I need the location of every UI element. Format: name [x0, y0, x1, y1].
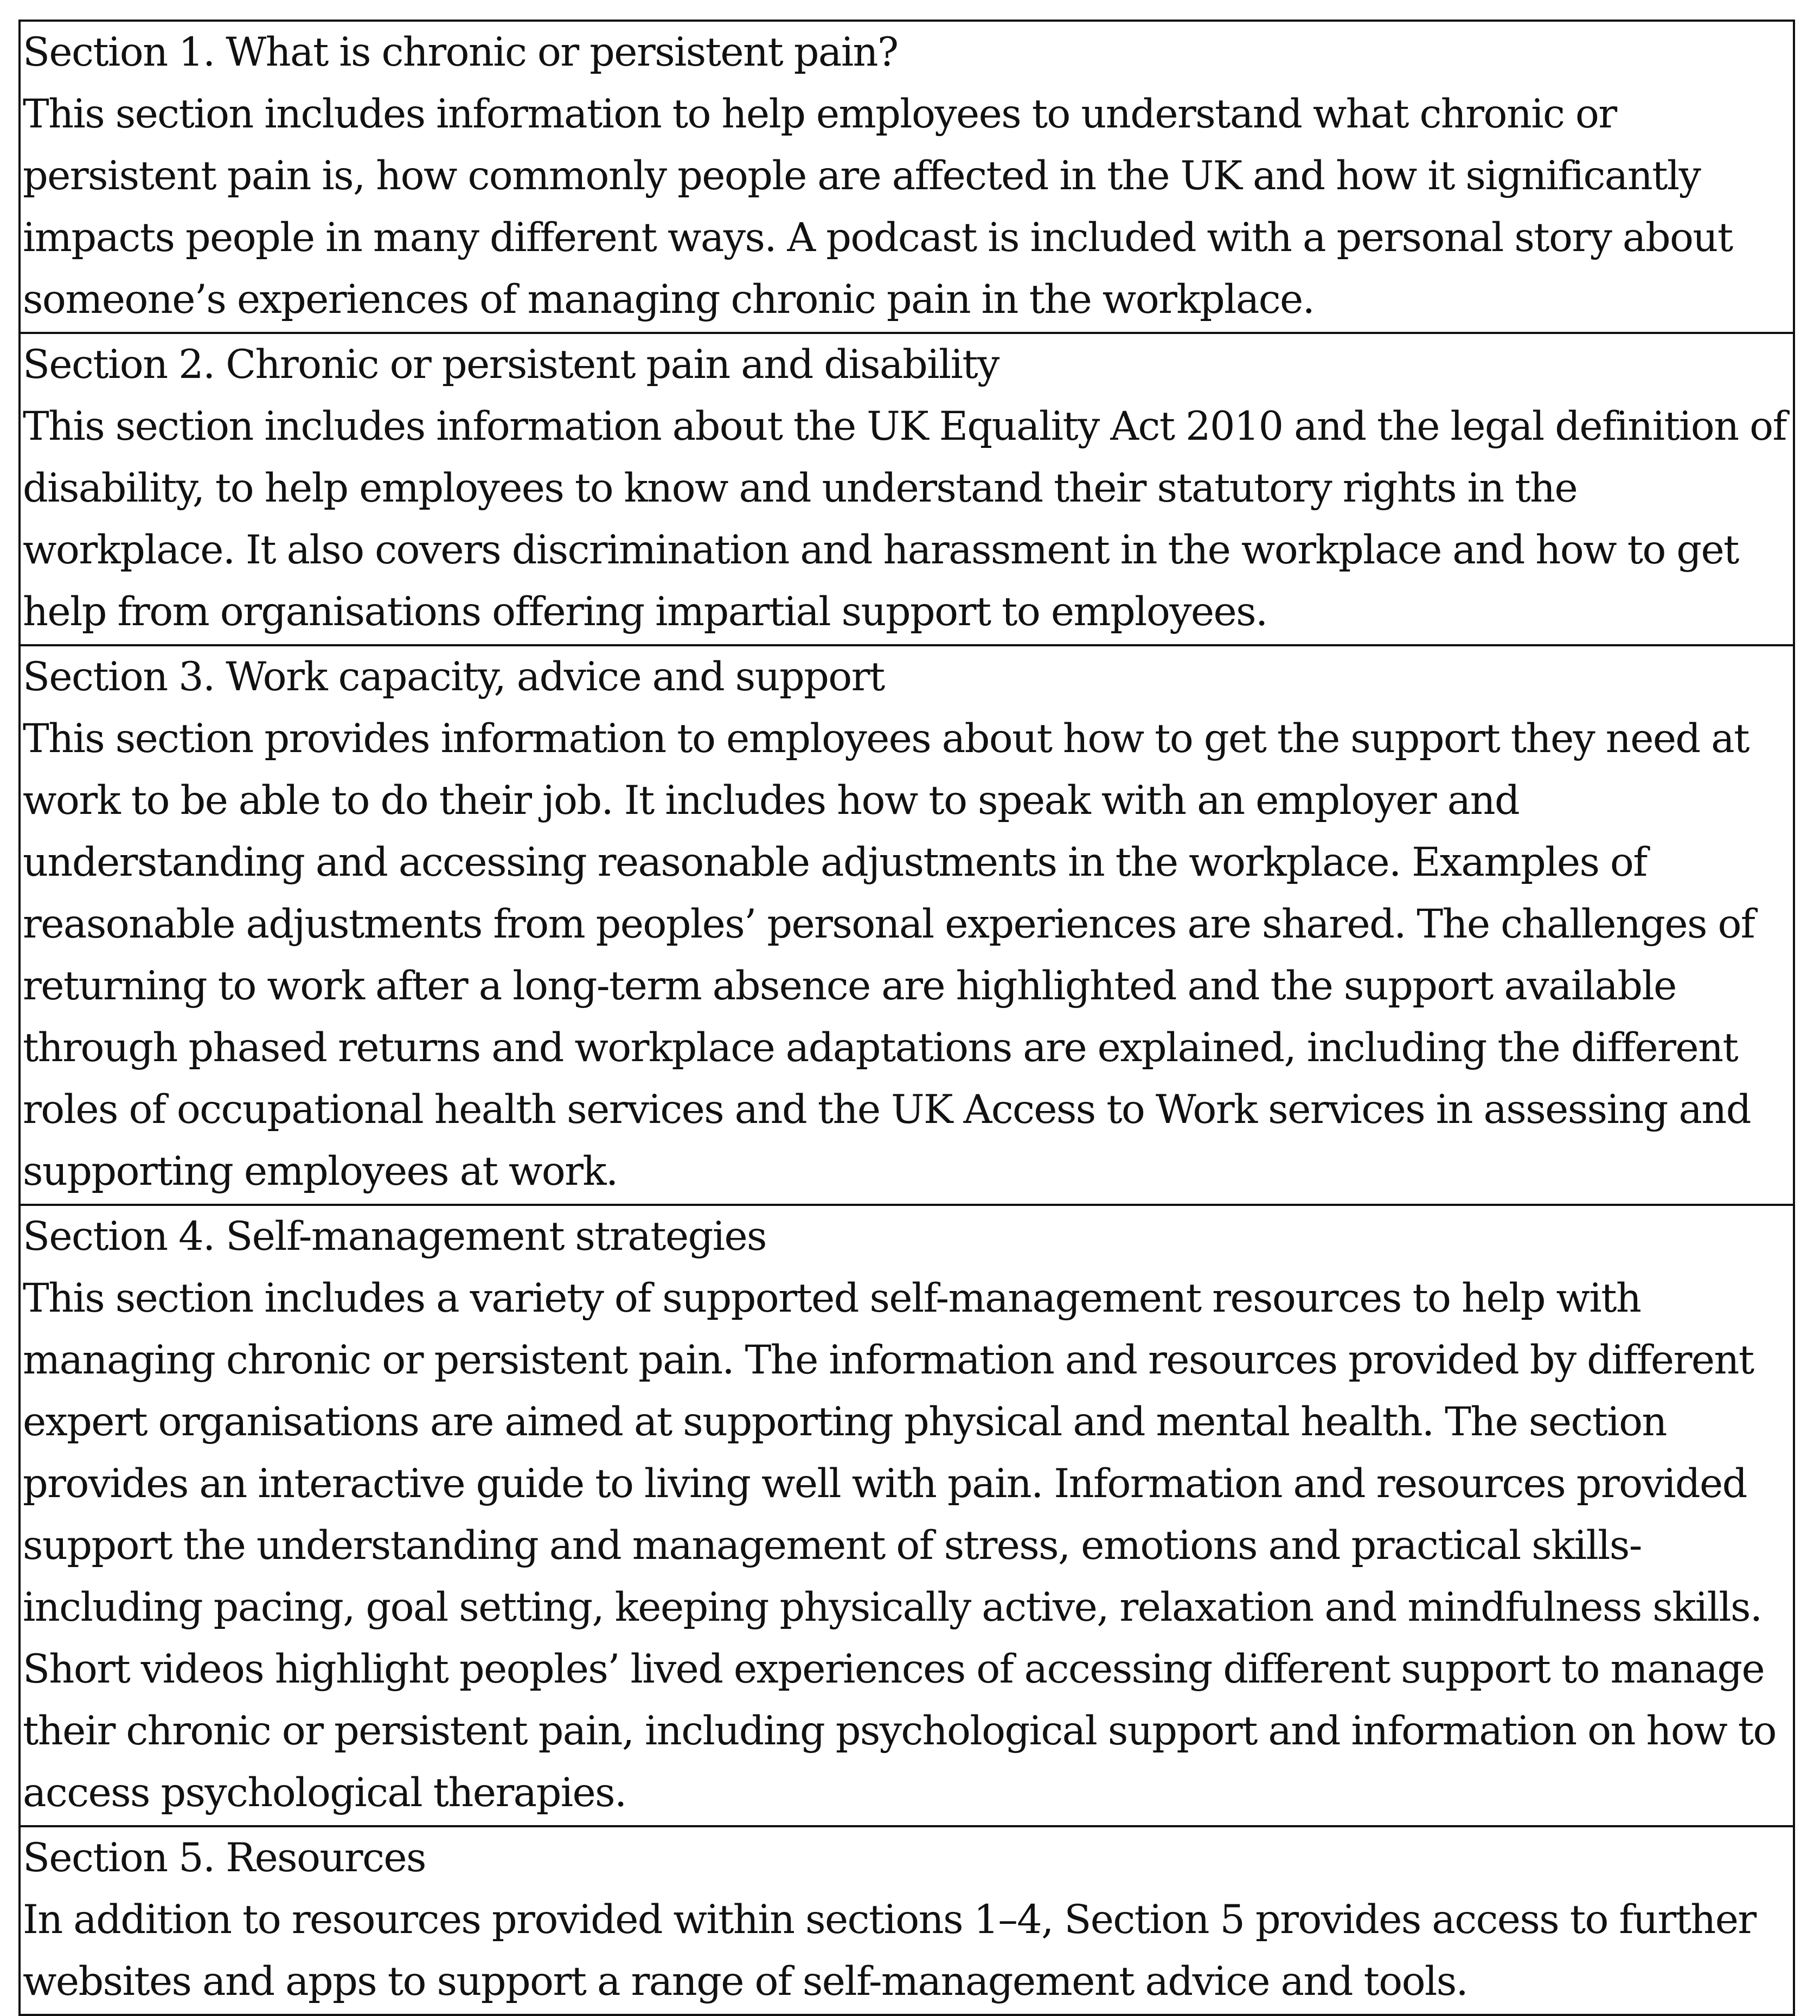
section-title: Section 1. What is chronic or persistent pain?	[23, 29, 898, 75]
section-title: Section 2. Chronic or persistent pain and disability	[23, 342, 999, 388]
section-cell	[20, 645, 1794, 1205]
section-cell	[20, 1826, 1794, 2015]
section-row	[20, 645, 1794, 1205]
section-title: Section 4. Self-management strategies	[23, 1214, 766, 1260]
section-row	[20, 333, 1794, 645]
section-cell	[20, 333, 1794, 645]
section-row	[20, 1826, 1794, 2015]
section-cell	[20, 1205, 1794, 1826]
section-title: Section 5. Resources	[23, 1835, 426, 1881]
section-description: This section includes information about the UK Equality Act 2010 and the legal definition of disability, to help employees to know and understand their statutory rights in the workplace. It also covers discrimination and harassment in the workplace and how to get help from organisations offering impartial support to employees.	[23, 403, 1786, 635]
section-description: This section provides information to employees about how to get the support they need at work to be able to do their job. It includes how to speak with an employer and understanding and accessing reasonable adjustments in the workplace. Examples of reasonable adjustments from peoples’ personal experiences are shared. The challenges of returning to work after a long-term absence are highlighted and the support available through phased returns and workplace adaptations are explained, including the different roles of occupational health services and the UK Access to Work services in assessing and supporting employees at work.	[23, 716, 1755, 1195]
section-description: In addition to resources provided within sections 1–4, Section 5 provides access to further websites and apps to support a range of self-management advice and tools.	[23, 1897, 1756, 2005]
section-cell	[20, 21, 1794, 333]
section-row	[20, 1205, 1794, 1826]
section-description: This section includes a variety of supported self-management resources to help with managing chronic or persistent pain. The information and resources provided by different expert organisations are aimed at supporting physical and mental health. The section provides an interactive guide to living well with pain. Information and resources provided support the understanding and management of stress, emotions and practical skills-including pacing, goal setting, keeping physically active, relaxation and mindfulness skills. Short videos highlight peoples’ lived experiences of accessing different support to manage their chronic or persistent pain, including psychological support and information on how to access psychological therapies.	[23, 1275, 1776, 1816]
section-description: This section includes information to help employees to understand what chronic or persistent pain is, how commonly people are affected in the UK and how it significantly impacts people in many different ways. A podcast is included with a personal story about someone’s experiences of managing chronic pain in the workplace.	[23, 91, 1733, 323]
sections-table	[18, 20, 1795, 2016]
section-title: Section 3. Work capacity, advice and support	[23, 654, 885, 700]
section-row	[20, 21, 1794, 333]
